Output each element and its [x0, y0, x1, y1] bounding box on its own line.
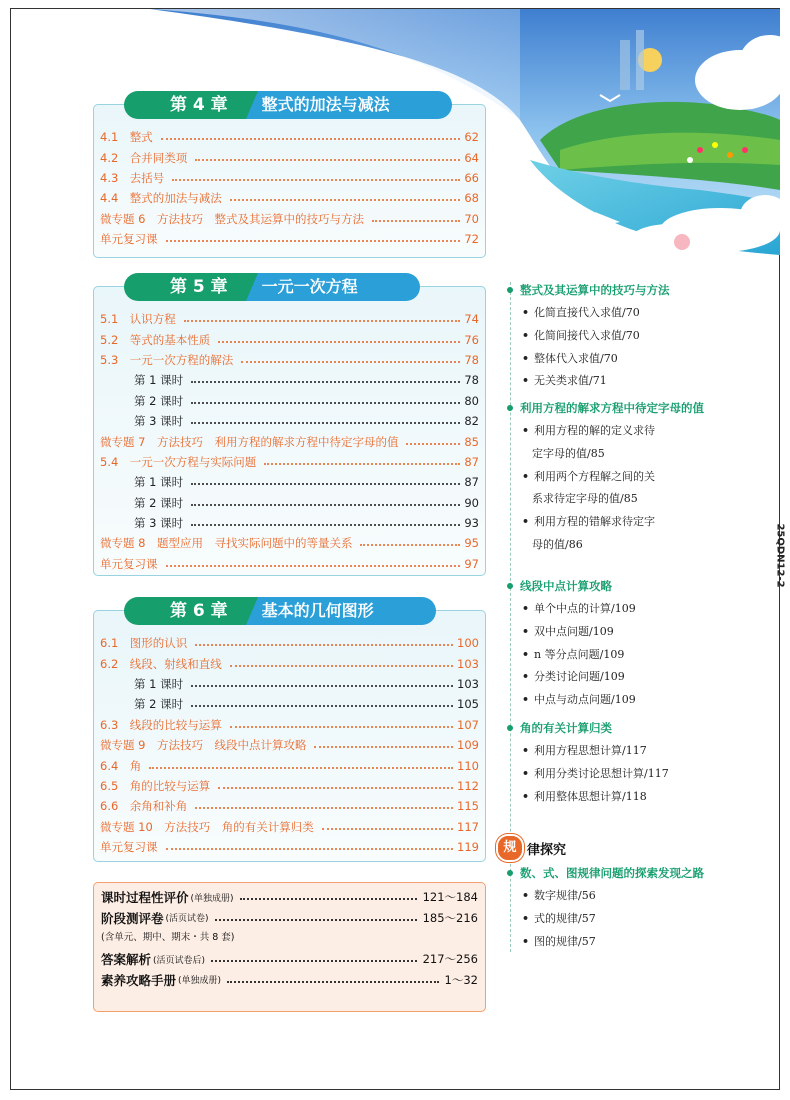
- toc-label: 4.3 去括号: [100, 170, 165, 185]
- sidebar-item: • 利用方程的解的定义求待: [522, 424, 656, 437]
- toc-row: [100, 776, 479, 796]
- sidebar-item: • 利用方程思想计算/117: [522, 744, 647, 757]
- toc-label: 6.4 角: [100, 758, 142, 773]
- toc-label: 第 2 课时: [134, 697, 184, 712]
- book-code: 25QDN12-2: [774, 523, 786, 588]
- chapter-5-box: [93, 277, 486, 576]
- toc-label: 6.6 余角和补角: [100, 799, 188, 814]
- resource-row: 答案解析 (活页试卷后) 217～256: [101, 952, 478, 968]
- sidebar-heading: 角的有关计算归类: [510, 720, 612, 736]
- toc-row: [100, 554, 479, 574]
- toc-page: 74: [464, 312, 479, 327]
- toc-row: [100, 674, 479, 694]
- toc-row: [100, 513, 479, 533]
- chapter-title: 整式的加法与减法: [258, 91, 452, 119]
- toc-page: 97: [464, 556, 479, 571]
- toc-page: 105: [457, 697, 479, 712]
- chapter-number: 第 6 章: [124, 597, 246, 625]
- toc-label: 微专题 7 方法技巧 利用方程的解求方程中待定字母的值: [100, 434, 399, 449]
- guilu-heading: [496, 834, 566, 862]
- toc-page: 87: [464, 475, 479, 490]
- toc-row: [100, 533, 479, 553]
- toc-label: 微专题 8 题型应用 寻找实际问题中的等量关系: [100, 536, 353, 551]
- chapter-title: 一元一次方程: [258, 273, 420, 301]
- chapter-6-rows: [100, 633, 479, 857]
- toc-row: [100, 411, 479, 431]
- sidebar-item: 系求待定字母的值/85: [532, 492, 638, 506]
- toc-page: 64: [464, 150, 479, 165]
- sidebar-item: • 化简直接代入求值/70: [522, 306, 640, 319]
- toc-page: 85: [464, 434, 479, 449]
- toc-label: 微专题 9 方法技巧 线段中点计算攻略: [100, 738, 307, 753]
- toc-row: [100, 350, 479, 370]
- toc-label: 5.2 等式的基本性质: [100, 332, 211, 347]
- toc-page: 112: [457, 778, 479, 793]
- toc-row: [100, 168, 479, 188]
- sidebar-item: • 利用两个方程解之间的关: [522, 469, 656, 483]
- resource-note: (含单元、期中、期末・共 8 套): [101, 932, 235, 944]
- toc-label: 第 3 课时: [134, 516, 184, 531]
- toc-row: [100, 653, 479, 673]
- toc-row: [100, 370, 479, 390]
- sidebar-heading: 利用方程的解求方程中待定字母的值: [510, 400, 704, 416]
- resource-row: 课时过程性评价 (单独成册) 121～184: [101, 890, 478, 906]
- toc-label: 4.4 整式的加法与减法: [100, 191, 222, 206]
- toc-page: 82: [464, 414, 479, 429]
- chapter-number: 第 4 章: [124, 91, 246, 119]
- toc-page: 109: [457, 738, 479, 753]
- toc-row: [100, 493, 479, 513]
- toc-page: 115: [457, 799, 479, 814]
- toc-label: 第 1 课时: [134, 676, 184, 691]
- sidebar-item: • 图的规律/57: [522, 934, 596, 948]
- toc-page: 68: [464, 191, 479, 206]
- toc-label: 单元复习课: [100, 232, 158, 247]
- toc-row: [100, 452, 479, 472]
- sidebar-item: 母的值/86: [532, 538, 583, 551]
- toc-page: 103: [457, 656, 479, 671]
- toc-label: 第 2 课时: [134, 495, 184, 510]
- toc-label: 第 1 课时: [134, 373, 184, 388]
- resource-row: 阶段测评卷 (活页试卷) 185～216: [101, 910, 478, 926]
- toc-page: 93: [464, 516, 479, 531]
- toc-row: [100, 309, 479, 329]
- toc-row: [100, 431, 479, 451]
- toc-row: [100, 735, 479, 755]
- toc-label: 微专题 6 方法技巧 整式及其运算中的技巧与方法: [100, 211, 364, 226]
- toc-row: [100, 391, 479, 411]
- chapter-title: 基本的几何图形: [258, 597, 436, 625]
- toc-row: [100, 229, 479, 249]
- chapter-6-header: [124, 597, 436, 625]
- toc-page: 72: [464, 232, 479, 247]
- chapter-6-box: [93, 601, 486, 862]
- toc-label: 6.2 线段、射线和直线: [100, 656, 222, 671]
- toc-label: 单元复习课: [100, 840, 158, 855]
- toc-label: 6.5 角的比较与运算: [100, 778, 211, 793]
- toc-row: [100, 147, 479, 167]
- sidebar-item: • 式的规律/57: [522, 911, 596, 925]
- toc-row: [100, 694, 479, 714]
- toc-row: [100, 817, 479, 837]
- guilu-title: 律探究: [527, 842, 567, 858]
- guilu-badge: 规: [496, 834, 524, 862]
- resource-row: 素养攻略手册 (单独成册) 1～32: [101, 972, 478, 988]
- toc-label: 6.3 线段的比较与运算: [100, 717, 222, 732]
- toc-label: 5.4 一元一次方程与实际问题: [100, 454, 257, 469]
- chapter-4-header: [124, 91, 452, 119]
- sidebar-item: • 单个中点的计算/109: [522, 602, 636, 615]
- toc-row: [100, 329, 479, 349]
- toc-page: 90: [464, 495, 479, 510]
- sidebar-heading: 线段中点计算攻略: [510, 578, 612, 594]
- chapter-4-rows: [100, 127, 479, 249]
- toc-page: 103: [457, 676, 479, 691]
- sidebar-item: • 数字规律/56: [522, 889, 596, 902]
- toc-page: 107: [457, 717, 479, 732]
- sidebar-item: • 无关类求值/71: [522, 374, 607, 388]
- toc-label: 4.2 合并同类项: [100, 150, 188, 165]
- sidebar-heading: 整式及其运算中的技巧与方法: [510, 282, 670, 298]
- toc-page: 95: [464, 536, 479, 551]
- sidebar-item: • 分类讨论问题/109: [522, 670, 625, 684]
- toc-label: 第 2 课时: [134, 393, 184, 408]
- toc-row: [100, 472, 479, 492]
- sidebar-item: • n 等分点问题/109: [522, 647, 625, 661]
- toc-label: 5.3 一元一次方程的解法: [100, 352, 234, 367]
- toc-label: 5.1 认识方程: [100, 312, 176, 327]
- toc-row: [100, 755, 479, 775]
- toc-page: 78: [464, 352, 479, 367]
- toc-row: [100, 837, 479, 857]
- resources-box: [93, 882, 486, 1012]
- toc-row: [100, 127, 479, 147]
- toc-label: 单元复习课: [100, 556, 158, 571]
- sidebar-item: • 利用方程的错解求待定字: [522, 515, 656, 529]
- chapter-4-box: [93, 95, 486, 258]
- toc-label: 4.1 整式: [100, 130, 153, 145]
- toc-page: 70: [464, 211, 479, 226]
- toc-row: [100, 209, 479, 229]
- chapter-number: 第 5 章: [124, 273, 246, 301]
- sidebar-item: • 中点与动点问题/109: [522, 693, 636, 707]
- chapter-5-header: [124, 273, 420, 301]
- toc-row: [100, 188, 479, 208]
- toc-page: 100: [457, 636, 479, 651]
- toc-label: 第 3 课时: [134, 414, 184, 429]
- toc-row: [100, 796, 479, 816]
- chapter-5-rows: [100, 309, 479, 574]
- toc-page: 78: [464, 373, 479, 388]
- toc-page: 76: [464, 332, 479, 347]
- sidebar-item: • 利用整体思想计算/118: [522, 789, 647, 803]
- toc-page: 117: [457, 819, 479, 834]
- toc-page: 80: [464, 393, 479, 408]
- toc-row: [100, 715, 479, 735]
- toc-page: 87: [464, 454, 479, 469]
- sidebar-item: • 整体代入求值/70: [522, 351, 618, 365]
- toc-page: 62: [464, 130, 479, 145]
- sidebar-item: • 化简间接代入求值/70: [522, 328, 640, 342]
- sidebar-item: • 双中点问题/109: [522, 624, 614, 638]
- toc-label: 第 1 课时: [134, 475, 184, 490]
- sidebar-heading: 数、式、图规律问题的探索发现之路: [510, 865, 704, 881]
- toc-label: 6.1 图形的认识: [100, 636, 188, 651]
- sidebar-item: • 利用分类讨论思想计算/117: [522, 766, 669, 780]
- toc-page: 66: [464, 170, 479, 185]
- toc-label: 微专题 10 方法技巧 角的有关计算归类: [100, 819, 314, 834]
- toc-row: [100, 633, 479, 653]
- toc-page: 119: [457, 840, 479, 855]
- toc-page: 110: [457, 758, 479, 773]
- sidebar-item: 定字母的值/85: [532, 446, 605, 460]
